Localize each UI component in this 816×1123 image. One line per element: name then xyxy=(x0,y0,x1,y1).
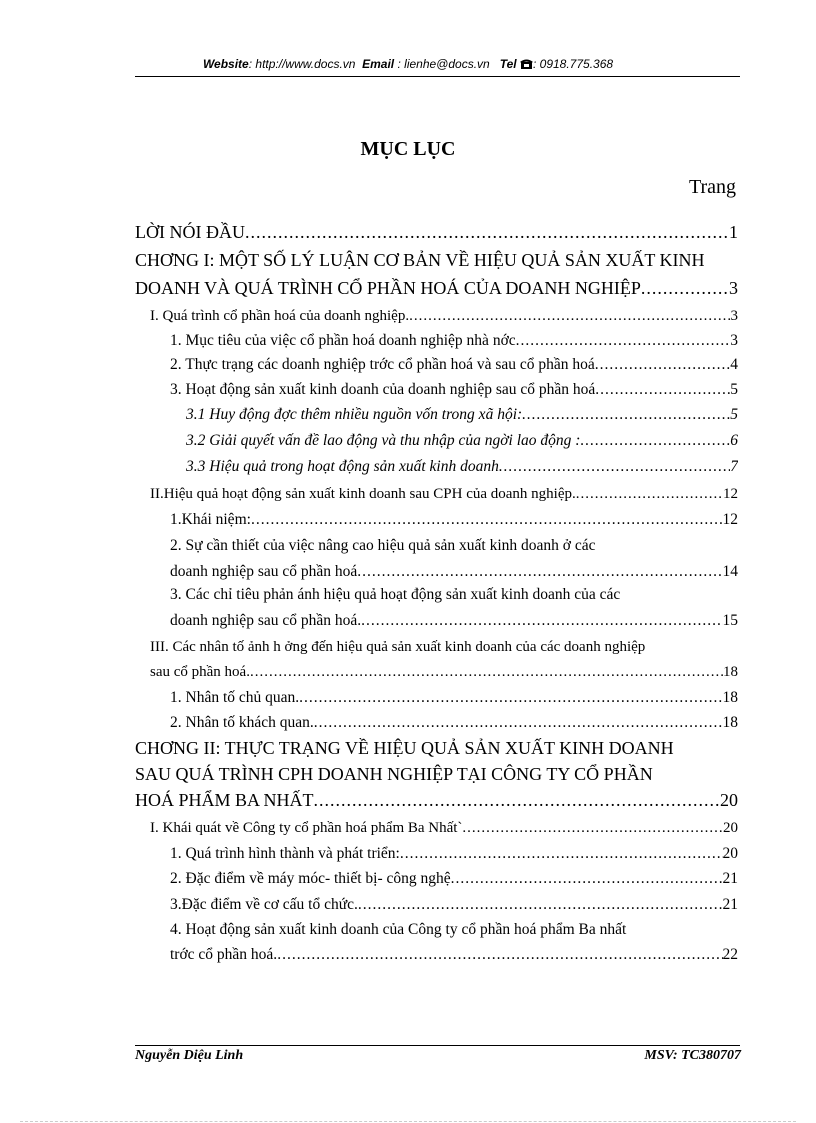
toc-row[interactable] xyxy=(186,458,738,476)
toc-entry-text: 3.Đặc điểm về cơ cấu tổ chức. xyxy=(170,896,358,913)
email-value: : lienhe@docs.vn xyxy=(397,57,490,71)
toc-page-number: 3 xyxy=(730,332,738,349)
toc-page-number: 3 xyxy=(730,308,738,324)
toc-leader xyxy=(400,845,723,863)
toc-leader xyxy=(516,332,731,350)
toc-page-number: 12 xyxy=(722,511,738,528)
toc-leader xyxy=(277,946,722,964)
toc-leader xyxy=(314,790,720,811)
toc-row[interactable] xyxy=(170,381,738,399)
toc-entry-text: 1. Nhân tố chủ quan. xyxy=(170,689,300,706)
tel-value: : 0918.775.368 xyxy=(532,57,614,71)
tel-label: Tel xyxy=(499,57,517,71)
toc-row[interactable] xyxy=(170,563,738,581)
footer-rule xyxy=(135,1045,740,1046)
toc-leader xyxy=(245,222,729,243)
toc-row[interactable] xyxy=(170,511,738,529)
toc-page-number: 5 xyxy=(730,406,738,423)
toc-leader xyxy=(299,689,722,707)
toc-leader xyxy=(358,896,723,914)
toc-chapter-line[interactable]: CHƠNG I: MỘT SỐ LÝ LUẬN CƠ BẢN VỀ HIỆU QUẢ SẢN XUẤT KINH xyxy=(135,250,705,270)
toc-entry-text: sau cổ phần hoá. xyxy=(150,664,250,680)
toc-entry-text: I. Quá trình cổ phần hoá của doanh nghiệp. xyxy=(150,308,410,324)
toc-entry-text: 3. Hoạt động sản xuất kinh doanh của doanh nghiệp sau cổ phần hoá xyxy=(170,381,596,398)
toc-leader xyxy=(250,664,723,681)
toc-page-number: 18 xyxy=(722,714,738,731)
toc-entry-text: 1.Khái niệm: xyxy=(170,511,251,528)
toc-entry-text: HOÁ PHẨM BA NHẤT xyxy=(135,790,314,810)
toc-page-number: 1 xyxy=(729,222,738,242)
toc-leader xyxy=(361,612,722,630)
toc-row[interactable] xyxy=(135,278,738,299)
toc-entry-text: doanh nghiệp sau cổ phần hoá xyxy=(170,563,358,580)
email-label: Email xyxy=(362,57,395,71)
toc-row[interactable] xyxy=(170,612,738,630)
toc-entry-text: 1. Mục tiêu của việc cổ phần hoá doanh nghiệp nhà nớc xyxy=(170,332,516,349)
toc-leader xyxy=(314,714,723,732)
toc-entry-text: 2. Đặc điểm về máy móc- thiết bị- công nghệ xyxy=(170,870,451,887)
toc-leader xyxy=(499,458,730,476)
footer-author: Nguyễn Diệu Linh xyxy=(135,1048,244,1063)
toc-page-number: 22 xyxy=(722,946,738,963)
toc-page-number: 6 xyxy=(730,432,738,449)
toc-chapter-line[interactable]: SAU QUÁ TRÌNH CPH DOANH NGHIỆP TẠI CÔNG TY CỔ PHẦN xyxy=(135,764,653,784)
toc-leader xyxy=(595,381,730,399)
toc-row[interactable] xyxy=(170,896,738,914)
toc-entry-text: doanh nghiệp sau cổ phần hoá. xyxy=(170,612,362,629)
toc-leader xyxy=(409,308,730,325)
toc-row[interactable] xyxy=(170,689,738,707)
toc-row[interactable] xyxy=(186,432,738,450)
toc-page-number: 12 xyxy=(723,486,738,502)
toc-page-number: 14 xyxy=(722,563,738,580)
toc-leader xyxy=(580,432,730,450)
toc-row[interactable] xyxy=(150,486,738,503)
toc-row[interactable] xyxy=(150,820,738,837)
toc-row[interactable] xyxy=(170,845,738,863)
page-bottom-divider xyxy=(20,1121,796,1122)
toc-page-number: 18 xyxy=(722,689,738,706)
toc-leader xyxy=(251,511,723,529)
toc-page-number: 18 xyxy=(723,664,738,680)
toc-leader xyxy=(595,356,730,374)
toc-leader xyxy=(462,820,723,837)
toc-entry-text: 3.3 Hiệu quả trong hoạt động sản xuất kinh doanh xyxy=(186,458,499,475)
toc-page-number: 5 xyxy=(730,381,738,398)
toc-row[interactable] xyxy=(170,870,738,888)
toc-row[interactable] xyxy=(150,308,738,325)
toc-page-number: 21 xyxy=(722,896,738,913)
toc-page-number: 4 xyxy=(730,356,738,373)
toc-entry-text: 2. Thực trạng các doanh nghiệp trớc cổ phần hoá và sau cổ phần hoá xyxy=(170,356,595,373)
toc-leader xyxy=(576,486,723,503)
toc-row[interactable] xyxy=(170,946,738,964)
page-column-label: Trang xyxy=(688,176,736,198)
toc-leader xyxy=(357,563,722,581)
toc-entry-text: 2. Nhân tố khách quan. xyxy=(170,714,314,731)
website-label: Website xyxy=(202,57,249,71)
toc-entry-line[interactable]: 4. Hoạt động sản xuất kinh doanh của Công ty cổ phần hoá phẩm Ba nhất xyxy=(170,921,627,938)
toc-entry-text: 1. Quá trình hình thành và phát triển: xyxy=(170,845,400,862)
toc-row[interactable] xyxy=(135,222,738,243)
toc-page-number: 20 xyxy=(723,820,738,836)
toc-page-number: 20 xyxy=(720,790,738,810)
toc-page-number: 7 xyxy=(730,458,738,475)
page-title: MỤC LỤC xyxy=(360,138,456,160)
toc-entry-text: II.Hiệu quả hoạt động sản xuất kinh doanh sau CPH của doanh nghiệp. xyxy=(150,486,576,502)
toc-entry-text: 3.2 Giải quyết vấn đề lao động và thu nhập của ngời lao động : xyxy=(186,432,581,449)
toc-entry-text: I. Khái quát về Công ty cổ phần hoá phẩm Ba Nhất` xyxy=(150,820,463,836)
toc-row[interactable] xyxy=(170,356,738,374)
toc-entry-text: 3.1 Huy động đợc thêm nhiều nguồn vốn trong xã hội: xyxy=(186,406,523,423)
toc-row[interactable] xyxy=(135,790,738,811)
website-value: : http://www.docs.vn xyxy=(248,57,356,71)
toc-page-number: 15 xyxy=(722,612,738,629)
toc-leader xyxy=(451,870,723,888)
toc-entry-text: DOANH VÀ QUÁ TRÌNH CỔ PHẦN HOÁ CỦA DOANH NGHIỆP xyxy=(135,278,641,298)
toc-leader xyxy=(522,406,730,424)
toc-page-number: 3 xyxy=(729,278,738,298)
toc-entry-text: trớc cổ phần hoá. xyxy=(170,946,278,963)
footer-student-id: MSV: TC380707 xyxy=(644,1048,741,1063)
toc-page-number: 21 xyxy=(722,870,738,887)
toc-entry-line[interactable]: 2. Sự cần thiết của việc nâng cao hiệu quả sản xuất kinh doanh ở các xyxy=(170,537,596,554)
toc-entry-line[interactable]: III. Các nhân tố ảnh h ởng đến hiệu quả sản xuất kinh doanh của các doanh nghiệp xyxy=(150,639,646,655)
toc-row[interactable] xyxy=(170,332,738,350)
toc-row[interactable] xyxy=(150,664,738,681)
toc-row[interactable] xyxy=(170,714,738,732)
toc-leader xyxy=(641,278,729,299)
toc-entry-line[interactable]: 3. Các chỉ tiêu phản ánh hiệu quả hoạt động sản xuất kinh doanh của các xyxy=(170,586,621,603)
toc-page-number: 20 xyxy=(722,845,738,862)
toc-entry-text: LỜI NÓI ĐẦU xyxy=(135,222,245,242)
toc-chapter-line[interactable]: CHƠNG II: THỰC TRẠNG VỀ HIỆU QUẢ SẢN XUẤT KINH DOANH xyxy=(135,738,674,758)
toc-row[interactable] xyxy=(186,406,738,424)
